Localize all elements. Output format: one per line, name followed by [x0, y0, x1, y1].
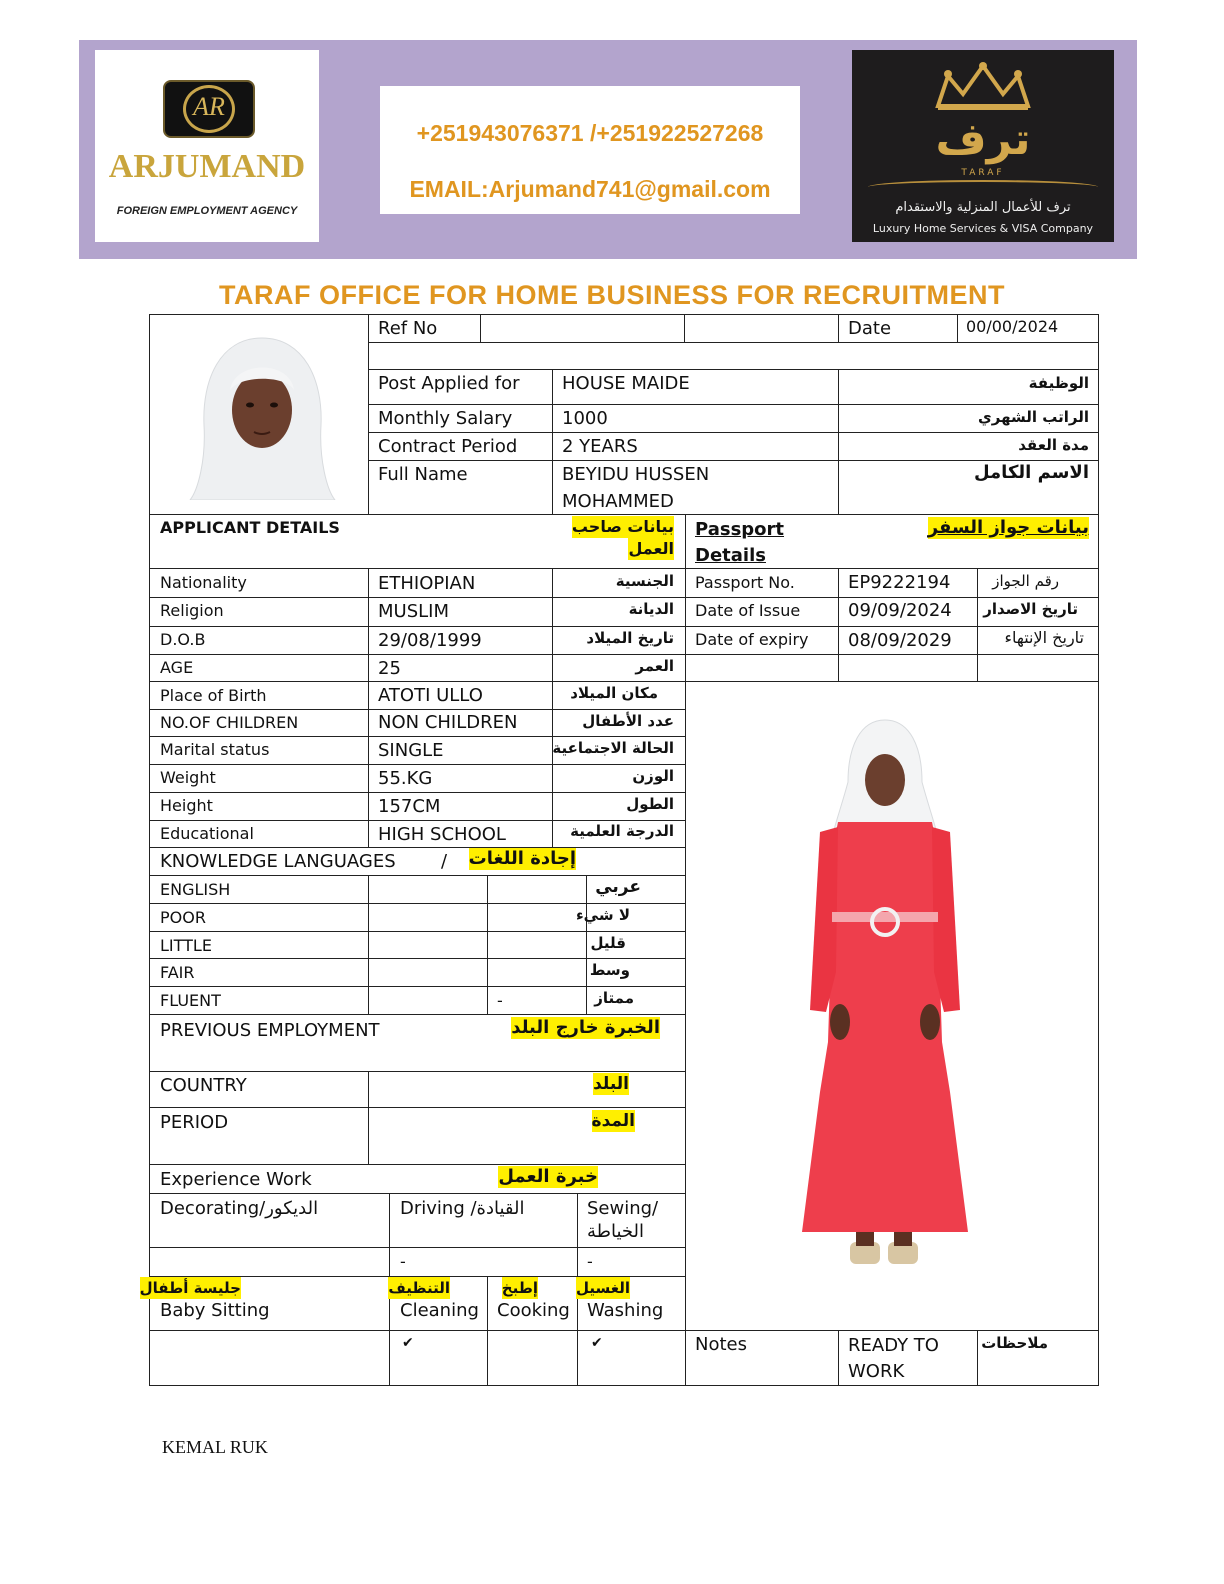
washing-ar: الغسيل: [575, 1279, 630, 1297]
baby-sitting-ar: جليسة أطفال: [139, 1279, 241, 1297]
experience-heading-ar: خبرة العمل: [498, 1166, 598, 1187]
weight-ar: الوزن: [632, 767, 674, 785]
place-of-birth-ar: مكان الميلاد: [570, 684, 658, 702]
religion-ar: الديانة: [628, 600, 674, 618]
contract-period-value: 2 YEARS: [562, 436, 638, 457]
lang-english-ar: عربي: [595, 877, 641, 897]
date-of-issue-ar: تاريخ الاصدار: [983, 600, 1078, 618]
notes-value-line2: WORK: [848, 1361, 905, 1382]
full-name-line2: MOHAMMED: [562, 491, 674, 512]
marital-status-label: Marital status: [160, 740, 270, 759]
date-of-issue-label: Date of Issue: [695, 601, 801, 620]
lang-poor-ar: لا شيء: [576, 906, 630, 924]
contract-period-ar: مدة العقد: [1018, 436, 1089, 454]
place-of-birth-value: ATOTI ULLO: [378, 685, 483, 706]
period-label: PERIOD: [160, 1112, 229, 1133]
full-name-ar: الاسم الكامل: [973, 462, 1089, 483]
sewing-label-1: Sewing/: [587, 1198, 659, 1219]
taraf-arabic-mark: ترف: [935, 114, 1031, 165]
cleaning-label: Cleaning: [400, 1300, 479, 1321]
educational-ar: الدرجة العلمية: [570, 822, 674, 840]
weight-label: Weight: [160, 768, 216, 787]
nationality-value: ETHIOPIAN: [378, 573, 476, 594]
notes-ar: ملاحظات: [981, 1334, 1048, 1352]
cooking-label: Cooking: [497, 1300, 570, 1321]
passport-heading-1: Passport: [695, 519, 785, 540]
passport-no-label: Passport No.: [695, 573, 795, 592]
ref-no-label: Ref No: [378, 318, 438, 339]
nationality-ar: الجنسية: [615, 572, 674, 590]
date-of-expiry-ar: تاريخ الإنتهاء: [1004, 628, 1084, 647]
religion-label: Religion: [160, 601, 224, 620]
lang-poor-label: POOR: [160, 908, 206, 927]
height-label: Height: [160, 796, 213, 815]
educational-label: Educational: [160, 824, 254, 843]
applicant-details-heading: APPLICANT DETAILS: [160, 518, 340, 537]
post-applied-label: Post Applied for: [378, 373, 520, 394]
languages-heading: KNOWLEDGE LANGUAGES: [160, 851, 396, 872]
dob-value: 29/08/1999: [378, 630, 482, 651]
educational-value: HIGH SCHOOL: [378, 824, 506, 845]
taraf-arabic-text: ترف للأعمال المنزلية والاستقدام: [895, 200, 1071, 215]
contact-phone: +251943076371 /+251922527268: [416, 120, 764, 146]
monthly-salary-ar: الراتب الشهري: [978, 408, 1089, 426]
country-label: COUNTRY: [160, 1075, 247, 1096]
washing-check-icon: ✔: [591, 1335, 603, 1351]
passport-heading-2: Details: [695, 545, 766, 566]
children-ar: عدد الأطفال: [582, 712, 674, 730]
contact-email: EMAIL:Arjumand741@gmail.com: [409, 176, 771, 202]
period-ar: المدة: [591, 1111, 635, 1131]
full-name-label: Full Name: [378, 464, 468, 485]
country-ar: البلد: [593, 1074, 629, 1094]
taraf-english-text: Luxury Home Services & VISA Company: [872, 222, 1094, 235]
applicant-full-body-photo: [790, 712, 980, 1282]
washing-label: Washing: [587, 1300, 664, 1321]
marital-status-ar: الحالة الاجتماعية: [552, 739, 674, 757]
passport-heading-ar: بيانات جواز السفر: [927, 517, 1089, 538]
children-label: NO.OF CHILDREN: [160, 713, 299, 732]
lang-fair-label: FAIR: [160, 963, 195, 982]
height-value: 157CM: [378, 796, 441, 817]
weight-value: 55.KG: [378, 768, 433, 789]
applicant-details-ar-2: العمل: [628, 539, 674, 558]
lang-fluent-ar: ممتاز: [594, 989, 634, 1007]
baby-sitting-label: Baby Sitting: [160, 1300, 270, 1321]
age-label: AGE: [160, 658, 194, 677]
contract-period-label: Contract Period: [378, 436, 518, 457]
date-value: 00/00/2024: [966, 317, 1059, 336]
footer-signature: KEMAL RUK: [162, 1437, 268, 1457]
languages-heading-ar: إجادة اللغات: [468, 848, 576, 869]
driving-label: Driving /القيادة: [400, 1198, 525, 1219]
children-value: NON CHILDREN: [378, 712, 518, 733]
date-of-expiry-label: Date of expiry: [695, 630, 809, 649]
applicant-portrait-photo: [180, 330, 345, 500]
date-of-expiry-value: 08/09/2029: [848, 630, 952, 651]
passport-no-ar: رقم الجواز: [992, 572, 1059, 590]
monthly-salary-label: Monthly Salary: [378, 408, 513, 429]
driving-value: -: [400, 1252, 406, 1271]
nationality-label: Nationality: [160, 573, 247, 592]
page-title: TARAF OFFICE FOR HOME BUSINESS FOR RECRUITMENT: [219, 280, 1005, 310]
dob-label: D.O.B: [160, 630, 206, 649]
place-of-birth-label: Place of Birth: [160, 686, 267, 705]
applicant-details-ar-1: بيانات صاحب: [571, 517, 674, 536]
previous-employment-heading: PREVIOUS EMPLOYMENT: [160, 1020, 380, 1041]
sewing-value: -: [587, 1252, 593, 1271]
date-of-issue-value: 09/09/2024: [848, 600, 952, 621]
religion-value: MUSLIM: [378, 601, 449, 622]
lang-fluent-label: FLUENT: [160, 991, 221, 1010]
passport-no-value: EP9222194: [848, 572, 951, 593]
decorating-label: Decorating/الديكور: [160, 1198, 319, 1219]
languages-slash: /: [441, 851, 448, 872]
notes-value-line1: READY TO: [848, 1335, 939, 1356]
lang-little-ar: قليل: [590, 934, 626, 952]
age-value: 25: [378, 658, 401, 679]
arjumand-name: ARJUMAND: [108, 148, 306, 185]
cooking-ar: إطبخ: [501, 1279, 538, 1297]
post-applied-ar: الوظيفة: [1028, 374, 1089, 392]
lang-english-label: ENGLISH: [160, 880, 231, 899]
age-ar: العمر: [635, 657, 674, 675]
lang-fair-ar: وسط: [589, 961, 630, 979]
previous-employment-ar: الخبرة خارج البلد: [511, 1017, 660, 1038]
taraf-latin-mark: TARAF: [961, 168, 1005, 178]
cleaning-check-icon: ✔: [402, 1335, 414, 1351]
cleaning-ar: التنظيف: [388, 1279, 450, 1297]
arjumand-subtitle: FOREIGN EMPLOYMENT AGENCY: [116, 205, 298, 217]
ar-badge-text: AR: [193, 92, 225, 121]
marital-status-value: SINGLE: [378, 740, 444, 761]
monthly-salary-value: 1000: [562, 408, 608, 429]
lang-little-label: LITTLE: [160, 936, 212, 955]
height-ar: الطول: [626, 795, 674, 813]
post-applied-value: HOUSE MAIDE: [562, 373, 690, 394]
date-label: Date: [848, 318, 892, 339]
full-name-line1: BEYIDU HUSSEN: [562, 464, 710, 485]
dob-ar: تاريخ الميلاد: [586, 629, 674, 647]
notes-label: Notes: [695, 1334, 747, 1355]
lang-fluent-mid: -: [497, 991, 503, 1010]
sewing-label-2: الخياطة: [587, 1221, 644, 1242]
experience-heading: Experience Work: [160, 1169, 312, 1190]
